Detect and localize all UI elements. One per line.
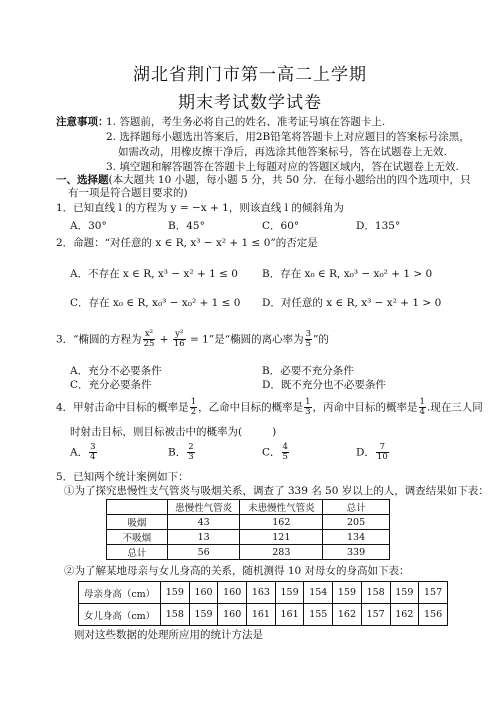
q1-option-b: B．45° (168, 220, 205, 232)
q5-stem: 5．已知两个统计案例如下： (56, 471, 189, 483)
table-cell: 160 (189, 582, 218, 604)
q4-frac-1-num: 1 (190, 397, 197, 407)
table-header-cell: 总计 (323, 500, 390, 515)
q2-option-c: C．存在 x₀ ∈ R, x₀³ − x₀² + 1 ≤ 0 (70, 297, 241, 309)
q3-stem-mid: = 1”是“椭圆的离心率为 (186, 333, 304, 346)
q4-frac-1 (190, 398, 197, 417)
notice-item-2-cont: 如需改动，用橡皮擦干净后，再选涂其他答案标号，答在试题卷上无效. (118, 146, 447, 158)
q3-frac-x-num: x² (143, 330, 156, 340)
q4-option-b-den: 3 (188, 452, 194, 462)
q4-option-c-label: C． (262, 446, 281, 459)
title-line-1: 湖北省荆门市第一高二上学期 (133, 65, 367, 85)
q3-frac-x-den: 25 (143, 339, 155, 349)
notice-item-1: 1. 答题前，考生务必将自己的姓名、准考证号填在答题卡上. (106, 116, 386, 128)
q3-frac-y (173, 330, 186, 349)
table-cell: 43 (167, 515, 240, 530)
q1-stem: 1．已知直线 l 的方程为 y = −x + 1，则该直线 l 的倾斜角为 (56, 202, 344, 214)
table-cell: 女儿身高（cm） (79, 604, 161, 626)
q4-frac-2 (304, 398, 311, 417)
table-cell: 205 (323, 515, 390, 530)
table-cell: 157 (419, 582, 448, 604)
q4-stem-m2: ，丙命中目标的概率是 (312, 401, 418, 414)
q3-stem-pre: 3．“椭圆的方程为 (56, 333, 142, 346)
q5-part-2: ②为了解某地母亲与女儿身高的关系，随机测得 10 对母女的身高如下表： (64, 565, 410, 577)
q1-option-d: D．135° (356, 220, 401, 232)
table-cell: 160 (218, 582, 247, 604)
table-header-row (107, 500, 390, 515)
table-cell: 339 (323, 545, 390, 560)
q4-line2-end: ) (272, 426, 277, 438)
table-cell: 156 (419, 604, 448, 626)
q3-frac-y-num: y² (173, 330, 186, 340)
q4-option-b-num: 2 (188, 442, 194, 452)
q4-stem-m1: ，乙命中目标的概率是 (198, 401, 304, 414)
table-row (107, 530, 390, 545)
table-cell: 不吸烟 (107, 530, 168, 545)
notice-item-3: 3. 填空题和解答题答在答题卡上每题对应的答题区域内，答在试题卷上无效. (106, 161, 459, 173)
q3-option-c: C．充分必要条件 (70, 379, 152, 391)
q4-option-a (70, 443, 98, 462)
table-row (107, 515, 390, 530)
section-desc: (本大题共 10 小题，每小题 5 分，共 50 分．在每小题给出的四个选项中，只 (108, 174, 471, 186)
table-cell: 283 (240, 545, 323, 560)
table-cell: 吸烟 (107, 515, 168, 530)
table-cell: 159 (189, 604, 218, 626)
q4-option-d (356, 443, 390, 462)
smoking-table (106, 499, 390, 560)
table-cell: 159 (275, 582, 304, 604)
q4-stem-line2 (70, 426, 276, 439)
q4-option-d-num: 7 (376, 443, 389, 453)
q3-stem-post: ”的 (313, 333, 329, 346)
table-row (107, 545, 390, 560)
q3-option-b: B．必要不充分条件 (262, 365, 354, 377)
q4-line2-text: 时射击目标，则目标被击中的概率为( (70, 426, 243, 438)
table-cell: 13 (167, 530, 240, 545)
q4-frac-3 (419, 398, 426, 417)
section-desc-2: 有一项是符合题目要求的) (68, 187, 188, 199)
table-cell: 155 (304, 604, 333, 626)
q4-frac-2-num: 1 (305, 397, 311, 407)
q3-option-d: D．既不充分也不必要条件 (262, 379, 386, 391)
table-cell: 母亲身高（cm） (79, 582, 161, 604)
q1-option-a: A．30° (70, 220, 107, 232)
q3-stem (56, 330, 329, 349)
table-row (79, 604, 448, 626)
q1-option-c: C．60° (262, 220, 300, 232)
q3-frac-e (305, 330, 312, 349)
q4-option-d-label: D． (356, 446, 375, 459)
q2-option-d: D．对任意的 x ∈ R, x³ − x² + 1 > 0 (262, 297, 442, 309)
section-label: 一、选择题 (56, 174, 109, 186)
section-heading (56, 174, 471, 187)
q4-option-a-den: 4 (90, 452, 96, 462)
q4-frac-2-den: 3 (305, 407, 311, 417)
table-cell: 121 (240, 530, 323, 545)
table-cell: 161 (247, 604, 276, 626)
table-cell: 158 (161, 604, 190, 626)
q4-option-c-den: 5 (282, 452, 288, 462)
q4-option-b-label: B． (168, 446, 187, 459)
table-cell: 159 (161, 582, 190, 604)
q4-frac-3-den: 4 (419, 407, 425, 417)
table-cell: 161 (275, 604, 304, 626)
table-cell: 162 (240, 515, 323, 530)
table-cell: 134 (323, 530, 390, 545)
table-cell: 163 (247, 582, 276, 604)
table-cell: 158 (361, 582, 390, 604)
table-row (79, 582, 448, 604)
q3-frac-e-den: 5 (305, 339, 312, 349)
q4-frac-1-den: 2 (190, 407, 197, 417)
table-cell: 160 (218, 604, 247, 626)
q4-option-a-num: 3 (90, 442, 96, 452)
q2-stem: 2．命题：“对任意的 x ∈ R, x³ − x² + 1 ≤ 0”的否定是 (56, 237, 318, 249)
notice-label: 注意事项： (56, 116, 109, 128)
table-header-cell: 患慢性气管炎 (167, 500, 240, 515)
q5-part-1: ①为了探究患慢性支气管炎与吸烟关系，调查了 339 名 50 岁以上的人，调查结果如下表： (64, 485, 489, 497)
q2-option-a: A．不存在 x ∈ R, x³ − x² + 1 ≤ 0 (70, 268, 238, 280)
q3-plus: + (156, 333, 172, 346)
q4-option-c (262, 443, 290, 462)
q5-tail: 则对这些数据的处理所应用的统计方法是 (74, 629, 263, 641)
table-cell: 159 (390, 582, 419, 604)
table-cell: 162 (333, 604, 362, 626)
q2-option-b: B．存在 x₀ ∈ R, x₀³ − x₀² + 1 > 0 (262, 268, 433, 280)
table-cell: 162 (390, 604, 419, 626)
q3-frac-x (143, 330, 156, 349)
table-cell: 总计 (107, 545, 168, 560)
q4-stem-m3: .现在三人同 (426, 401, 483, 414)
q4-option-d-den: 10 (376, 452, 388, 462)
notice-item-2: 2. 选择题每小题选出答案后，用2B铅笔将答题卡上对应题目的答案标号涂黑， (106, 131, 470, 143)
table-cell: 154 (304, 582, 333, 604)
q4-option-b (168, 443, 196, 462)
q4-option-c-num: 4 (282, 442, 288, 452)
table-cell: 157 (361, 604, 390, 626)
title-line-2: 期末考试数学试卷 (178, 93, 322, 113)
q4-stem (56, 398, 483, 417)
q3-frac-e-num: 3 (305, 329, 312, 339)
q4-stem-pre: 4．甲射击命中目标的概率是 (56, 401, 189, 414)
height-table (78, 581, 448, 626)
table-header-cell (107, 500, 168, 515)
table-cell: 159 (333, 582, 362, 604)
table-cell: 56 (167, 545, 240, 560)
q3-option-a: A．充分不必要条件 (70, 365, 162, 377)
q4-frac-3-num: 1 (419, 397, 425, 407)
table-header-cell: 未患慢性气管炎 (240, 500, 323, 515)
q4-option-a-label: A． (70, 446, 89, 459)
q3-frac-y-den: 16 (173, 339, 185, 349)
